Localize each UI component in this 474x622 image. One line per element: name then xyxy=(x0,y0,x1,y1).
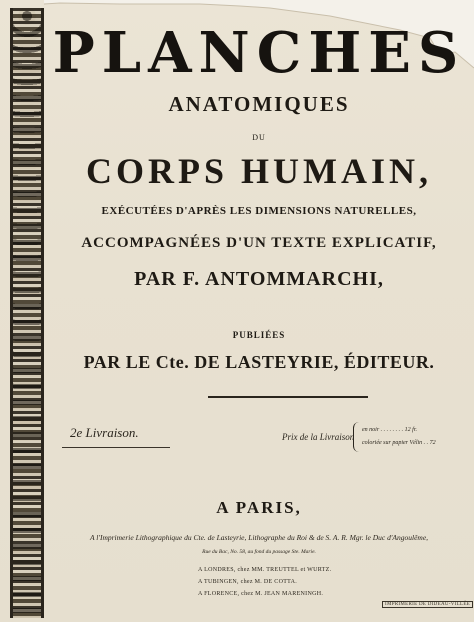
livraison-underline xyxy=(62,447,170,448)
price-brace xyxy=(353,422,362,452)
publisher-line: PAR LE Cte. DE LASTEYRIE, ÉDITEUR. xyxy=(83,352,435,372)
price-option-velin: coloriée sur papier Vélin . . 72 xyxy=(362,440,436,446)
title-accompagnees: ACCOMPAGNÉES D'UN TEXTE EXPLICATIF, xyxy=(81,235,437,251)
price-options xyxy=(362,424,436,450)
author-line: PAR F. ANTOMMARCHI, xyxy=(134,268,384,290)
title-executees: EXÉCUTÉES D'APRÈS LES DIMENSIONS NATURELLES, xyxy=(101,205,417,217)
title-corps-humain: CORPS HUMAIN, xyxy=(86,151,432,191)
title-anatomiques: ANATOMIQUES xyxy=(168,92,350,116)
city-line: A PARIS, xyxy=(216,498,302,517)
printer-line: A l'Imprimerie Lithographique du Cte. de Lasteyrie, Lithographe du Roi & de S. A. R. Mgr. le Duc d'Angoulême, xyxy=(89,533,429,542)
decorative-border xyxy=(10,8,44,618)
title-main: PLANCHES xyxy=(52,20,466,86)
price-label: Prix de la Livraison xyxy=(282,432,355,442)
sale-florence: A FLORENCE, chez M. JEAN MARENINGH. xyxy=(198,591,324,597)
sale-tubingen: A TUBINGEN, chez M. DE COTTA. xyxy=(198,579,298,585)
title-du: DU xyxy=(252,133,266,142)
printer-stamp: IMPRIMERIE DE DIDEAU-VILLÉE xyxy=(382,601,473,608)
livraison-label: 2e Livraison. xyxy=(70,425,139,440)
publiees-label: PUBLIÉES xyxy=(232,330,286,340)
divider-rule xyxy=(208,396,368,398)
sale-london: A LONDRES, chez MM. TREUTTEL et WURTZ. xyxy=(198,567,332,573)
price-option-noir: en noir . . . . . . . . 12 fr. xyxy=(362,427,418,433)
address-line: Rue du Bac, No. 58, au fond du passage Ste. Marie. xyxy=(202,549,316,555)
